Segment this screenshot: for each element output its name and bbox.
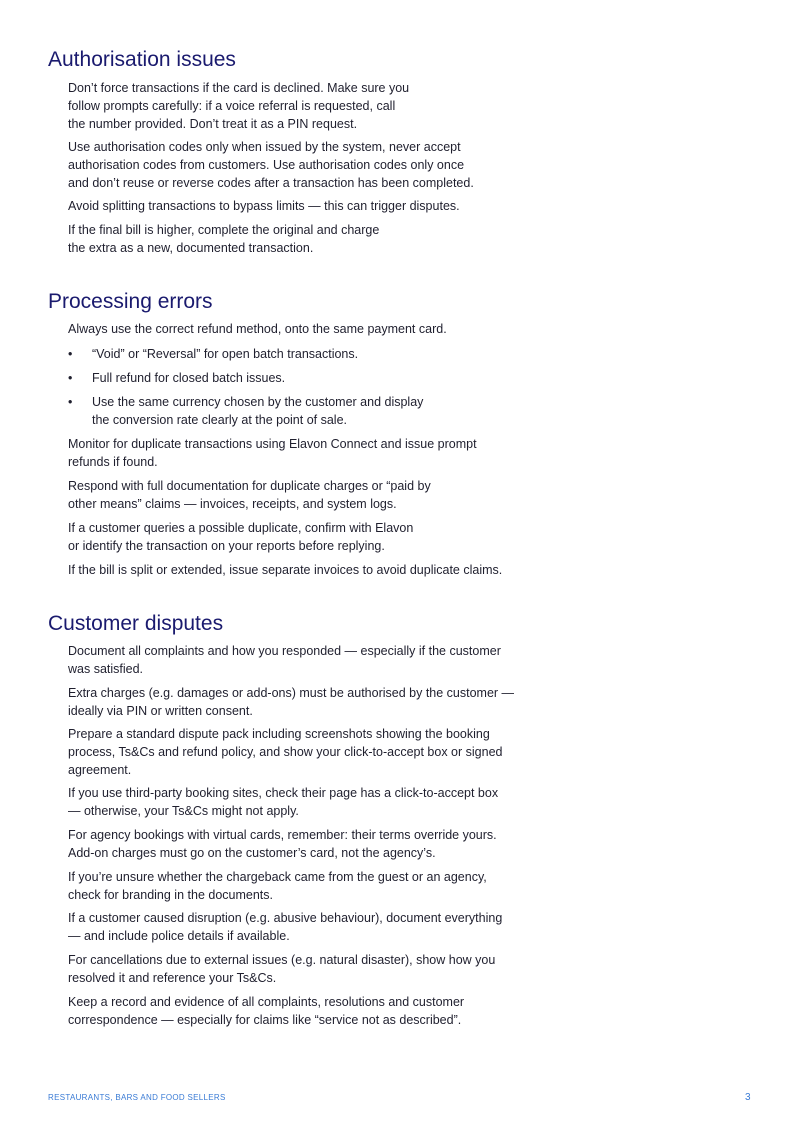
text-line: Avoid splitting transactions to bypass limits — this can trigger disputes. [68, 199, 460, 213]
paragraph [68, 221, 379, 257]
text-line: “Void” or “Reversal” for open batch transactions. [92, 347, 359, 361]
page-number: 3 [745, 1092, 751, 1103]
paragraph [68, 684, 514, 720]
text-line: refunds if found. [68, 455, 158, 469]
text-line: If the bill is split or extended, issue separate invoices to avoid duplicate claims. [68, 563, 503, 577]
bullet-icon: • [68, 371, 73, 385]
paragraph [68, 561, 502, 579]
text-line: Prepare a standard dispute pack including screenshots showing the booking [68, 727, 490, 741]
paragraph [68, 993, 464, 1029]
text-line: and don’t reuse or reverse codes after a transaction has been completed. [68, 176, 474, 190]
text-line: If a customer queries a possible duplicate, confirm with Elavon [68, 521, 414, 535]
text-line: the conversion rate clearly at the point of sale. [92, 413, 348, 427]
text-line: the number provided. Don’t treat it as a PIN request. [68, 117, 358, 131]
paragraph [68, 642, 501, 678]
section-heading: Processing errors [48, 290, 213, 313]
paragraph [68, 320, 447, 338]
text-line: other means” claims — invoices, receipts, and system logs. [68, 497, 397, 511]
text-line: For agency bookings with virtual cards, remember: their terms override yours. [68, 828, 497, 842]
paragraph [68, 435, 477, 471]
text-line: Add-on charges must go on the customer’s card, not the agency’s. [68, 846, 436, 860]
text-line: If you use third-party booking sites, check their page has a click-to-accept box [68, 786, 499, 800]
section-heading: Customer disputes [48, 612, 224, 635]
text-line: the extra as a new, documented transaction. [68, 241, 314, 255]
text-line: If you’re unsure whether the chargeback came from the guest or an agency, [68, 870, 487, 884]
text-line: — and include police details if available. [68, 929, 290, 943]
text-line: Use authorisation codes only when issued by the system, never accept [68, 140, 461, 154]
paragraph [68, 519, 413, 555]
text-line: authorisation codes from customers. Use authorisation codes only once [68, 158, 465, 172]
text-line: Keep a record and evidence of all complaints, resolutions and customer [68, 995, 465, 1009]
text-line: correspondence — especially for claims like “service not as described”. [68, 1013, 462, 1027]
text-line: ideally via PIN or written consent. [68, 704, 253, 718]
paragraph [68, 784, 498, 820]
text-line: process, Ts&Cs and refund policy, and show your click-to-accept box or signed [68, 745, 503, 759]
text-line: Full refund for closed batch issues. [92, 371, 286, 385]
text-line: Monitor for duplicate transactions using Elavon Connect and issue prompt [68, 437, 477, 451]
text-line: or identify the transaction on your reports before replying. [68, 539, 385, 553]
text-line: Always use the correct refund method, onto the same payment card. [68, 322, 447, 336]
paragraph [68, 138, 474, 192]
text-line: Use the same currency chosen by the customer and display [92, 395, 424, 409]
text-line: agreement. [68, 763, 132, 777]
section-heading: Authorisation issues [48, 48, 236, 71]
text-line: was satisfied. [68, 662, 144, 676]
paragraph [68, 826, 497, 862]
text-line: For cancellations due to external issues (e.g. natural disaster), show how you [68, 953, 496, 967]
bullet-icon: • [68, 347, 73, 361]
bullet-icon: • [68, 395, 73, 409]
text-line: Document all complaints and how you responded — especially if the customer [68, 644, 501, 658]
paragraph [68, 197, 460, 215]
text-line: Respond with full documentation for duplicate charges or “paid by [68, 479, 431, 493]
paragraph [68, 477, 431, 513]
paragraph [68, 868, 487, 904]
footer-section-label: RESTAURANTS, BARS AND FOOD SELLERS [48, 1093, 226, 1102]
text-line: resolved it and reference your Ts&Cs. [68, 971, 277, 985]
paragraph [68, 725, 502, 779]
text-line: If the final bill is higher, complete the original and charge [68, 223, 380, 237]
text-line: If a customer caused disruption (e.g. abusive behaviour), document everything [68, 911, 503, 925]
paragraph [68, 909, 502, 945]
text-line: check for branding in the documents. [68, 888, 273, 902]
text-line: Extra charges (e.g. damages or add-ons) must be authorised by the customer — [68, 686, 515, 700]
bullet-text [92, 393, 423, 429]
paragraph [68, 79, 409, 133]
paragraph [68, 951, 495, 987]
text-line: Don’t force transactions if the card is declined. Make sure you [68, 81, 410, 95]
text-line: — otherwise, your Ts&Cs might not apply. [68, 804, 299, 818]
text-line: follow prompts carefully: if a voice referral is requested, call [68, 99, 396, 113]
